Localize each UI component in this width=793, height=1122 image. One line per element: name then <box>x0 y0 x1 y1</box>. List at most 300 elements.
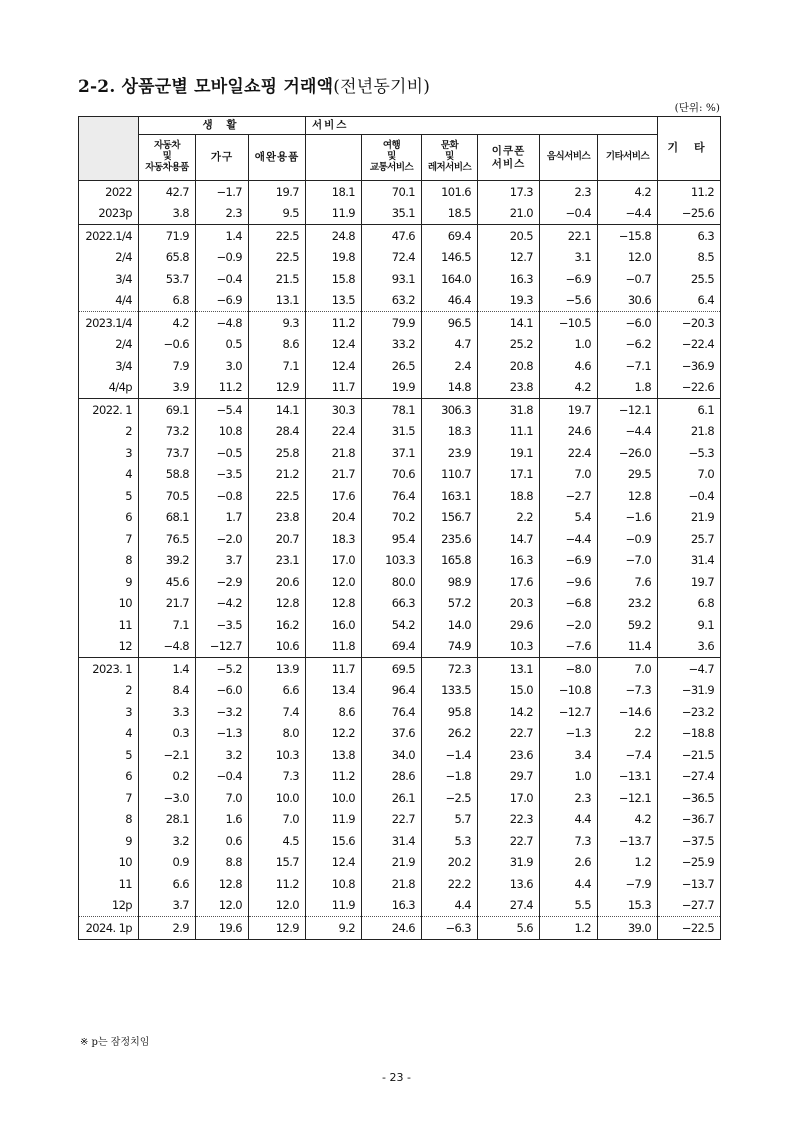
table-cell: 3.0 <box>196 355 249 377</box>
row-label: 2023.1/4 <box>79 312 139 334</box>
table-cell: 74.9 <box>422 636 478 658</box>
table-cell: 12.4 <box>306 852 362 874</box>
row-label: 4 <box>79 723 139 745</box>
header-group-service: 서비스 <box>306 117 658 135</box>
table-cell: 110.7 <box>422 464 478 486</box>
table-row <box>79 181 721 203</box>
table-cell: −1.3 <box>540 723 598 745</box>
unit-label: (단위: %) <box>674 102 720 114</box>
table-cell: 2.6 <box>540 852 598 874</box>
table-cell: 20.3 <box>478 593 540 615</box>
table-cell: 15.8 <box>306 268 362 290</box>
table-cell: 11.2 <box>249 873 306 895</box>
table-cell: 1.0 <box>540 766 598 788</box>
table-cell: 22.2 <box>422 873 478 895</box>
table-cell: 6.6 <box>139 873 196 895</box>
table-cell: −7.9 <box>598 873 658 895</box>
table-cell: 1.6 <box>196 809 249 831</box>
table-cell: −4.4 <box>598 203 658 225</box>
page-number: - 23 - <box>382 1071 411 1084</box>
table-cell: −22.6 <box>658 377 721 399</box>
table-cell: 5.7 <box>422 809 478 831</box>
title-sub: (전년동기비) <box>333 77 431 97</box>
table-cell: 5.3 <box>422 830 478 852</box>
row-label: 2022. 1 <box>79 399 139 421</box>
table-cell: 76.4 <box>362 485 422 507</box>
row-label: 8 <box>79 809 139 831</box>
table-cell: 10.8 <box>306 873 362 895</box>
table-cell: 37.6 <box>362 723 422 745</box>
table-cell: 3.9 <box>139 377 196 399</box>
table-cell: 22.3 <box>478 809 540 831</box>
table-cell: 8.6 <box>249 334 306 356</box>
table-cell: 0.5 <box>196 334 249 356</box>
table-cell: −26.0 <box>598 442 658 464</box>
table-cell: 12.8 <box>196 873 249 895</box>
table-cell: −15.8 <box>598 225 658 247</box>
table-cell: 13.9 <box>249 658 306 680</box>
table-cell: −0.4 <box>196 766 249 788</box>
table-cell: 1.7 <box>196 507 249 529</box>
table-cell: −6.2 <box>598 334 658 356</box>
table-cell: −2.0 <box>540 614 598 636</box>
table-cell: −5.4 <box>196 399 249 421</box>
table-cell: 6.1 <box>658 399 721 421</box>
table-cell: 12.9 <box>249 377 306 399</box>
table-cell: −4.8 <box>196 312 249 334</box>
table-cell: 73.7 <box>139 442 196 464</box>
table-cell: −8.0 <box>540 658 598 680</box>
table-cell: −12.1 <box>598 399 658 421</box>
header-other-service: 기타서비스 <box>598 135 658 181</box>
table-cell: 14.0 <box>422 614 478 636</box>
table-cell: 59.2 <box>598 614 658 636</box>
table-cell: 7.3 <box>540 830 598 852</box>
table-cell: 6.4 <box>658 290 721 312</box>
table-cell: 21.8 <box>362 873 422 895</box>
table-cell: 25.7 <box>658 528 721 550</box>
table-cell: 70.1 <box>362 181 422 203</box>
table-cell: 31.8 <box>478 399 540 421</box>
table-cell: 93.1 <box>362 268 422 290</box>
table-cell: 22.5 <box>249 247 306 269</box>
row-label: 2 <box>79 421 139 443</box>
table-cell: 31.5 <box>362 421 422 443</box>
table-cell: 14.1 <box>249 399 306 421</box>
table-cell: 73.2 <box>139 421 196 443</box>
table-cell: −13.7 <box>658 873 721 895</box>
table-row <box>79 895 721 917</box>
table-row <box>79 334 721 356</box>
table-cell: −0.4 <box>540 203 598 225</box>
table-cell: −0.4 <box>196 268 249 290</box>
table-cell: 76.4 <box>362 701 422 723</box>
table-cell: 12.9 <box>249 917 306 940</box>
table-cell: −6.3 <box>422 917 478 940</box>
table-cell: −14.6 <box>598 701 658 723</box>
table-cell: 22.7 <box>478 830 540 852</box>
table-cell: 20.7 <box>249 528 306 550</box>
table-cell: 12.0 <box>306 571 362 593</box>
table-cell: −4.7 <box>658 658 721 680</box>
row-label: 12p <box>79 895 139 917</box>
table-cell: 10.8 <box>196 421 249 443</box>
table-body <box>79 181 721 940</box>
table-cell: 7.0 <box>540 464 598 486</box>
table-cell: 35.1 <box>362 203 422 225</box>
table-row <box>79 917 721 940</box>
table-cell: 28.6 <box>362 766 422 788</box>
table-cell: 11.2 <box>196 377 249 399</box>
table-row <box>79 464 721 486</box>
table-cell: −7.1 <box>598 355 658 377</box>
table-cell: 4.2 <box>139 312 196 334</box>
table-cell: 25.8 <box>249 442 306 464</box>
header-food: 음식서비스 <box>540 135 598 181</box>
table-cell: 5.5 <box>540 895 598 917</box>
table-cell: 1.2 <box>540 917 598 940</box>
table-cell: 7.0 <box>658 464 721 486</box>
table-cell: 4.2 <box>598 181 658 203</box>
table-cell: −22.4 <box>658 334 721 356</box>
table-cell: 3.8 <box>139 203 196 225</box>
table-cell: 19.7 <box>658 571 721 593</box>
table-cell: 10.6 <box>249 636 306 658</box>
table-cell: −23.2 <box>658 701 721 723</box>
table-row <box>79 225 721 247</box>
table-cell: 18.8 <box>478 485 540 507</box>
table-cell: −36.7 <box>658 809 721 831</box>
table-row <box>79 290 721 312</box>
table-cell: −4.8 <box>139 636 196 658</box>
table-cell: 18.1 <box>306 181 362 203</box>
table-cell: 30.3 <box>306 399 362 421</box>
table-cell: 95.8 <box>422 701 478 723</box>
table-cell: 31.9 <box>478 852 540 874</box>
table-cell: 16.3 <box>478 550 540 572</box>
table-cell: 8.6 <box>306 701 362 723</box>
table-cell: 19.6 <box>196 917 249 940</box>
table-cell: −0.8 <box>196 485 249 507</box>
table-cell: −7.6 <box>540 636 598 658</box>
table-cell: −22.5 <box>658 917 721 940</box>
table-cell: 15.3 <box>598 895 658 917</box>
table-row <box>79 787 721 809</box>
table-cell: 25.2 <box>478 334 540 356</box>
table-cell: 2.2 <box>598 723 658 745</box>
table-cell: −0.9 <box>196 247 249 269</box>
table-row <box>79 485 721 507</box>
table-row <box>79 723 721 745</box>
table-cell: 9.2 <box>306 917 362 940</box>
table-cell: 22.5 <box>249 225 306 247</box>
table-cell: −12.7 <box>540 701 598 723</box>
table-cell: −20.3 <box>658 312 721 334</box>
table-cell: 11.9 <box>306 203 362 225</box>
table-cell: 3.3 <box>139 701 196 723</box>
table-cell: 16.0 <box>306 614 362 636</box>
table-cell: 17.3 <box>478 181 540 203</box>
table-cell: 31.4 <box>658 550 721 572</box>
header-group-living: 생 활 <box>139 117 306 135</box>
table-row <box>79 247 721 269</box>
table-cell: 163.1 <box>422 485 478 507</box>
table-cell: 1.8 <box>598 377 658 399</box>
table-cell: 3.7 <box>139 895 196 917</box>
table-cell: 13.1 <box>249 290 306 312</box>
table-cell: −1.3 <box>196 723 249 745</box>
table-cell: −3.0 <box>139 787 196 809</box>
table-cell: 306.3 <box>422 399 478 421</box>
table-cell: 3.2 <box>196 744 249 766</box>
table-cell: 22.7 <box>362 809 422 831</box>
table-cell: −25.9 <box>658 852 721 874</box>
table-cell: 14.7 <box>478 528 540 550</box>
table-cell: 4.7 <box>422 334 478 356</box>
row-label: 9 <box>79 571 139 593</box>
table-cell: 7.9 <box>139 355 196 377</box>
table-cell: 26.1 <box>362 787 422 809</box>
table-cell: 12.4 <box>306 334 362 356</box>
table-cell: 1.2 <box>598 852 658 874</box>
table-cell: 12.0 <box>196 895 249 917</box>
table-cell: 22.4 <box>540 442 598 464</box>
table-row <box>79 701 721 723</box>
table-cell: 235.6 <box>422 528 478 550</box>
row-label: 2022 <box>79 181 139 203</box>
table-cell: 16.2 <box>249 614 306 636</box>
table-cell: −2.7 <box>540 485 598 507</box>
table-cell: 12.0 <box>598 247 658 269</box>
table-cell: 19.3 <box>478 290 540 312</box>
table-cell: 4.4 <box>422 895 478 917</box>
table-cell: 11.9 <box>306 809 362 831</box>
row-label: 12 <box>79 636 139 658</box>
table-cell: 96.4 <box>362 680 422 702</box>
table-cell: −1.7 <box>196 181 249 203</box>
table-cell: −13.1 <box>598 766 658 788</box>
table-cell: 6.8 <box>658 593 721 615</box>
table-cell: −21.5 <box>658 744 721 766</box>
table-cell: 11.7 <box>306 377 362 399</box>
table-cell: −6.9 <box>540 268 598 290</box>
table-cell: 21.7 <box>139 593 196 615</box>
table-cell: 22.1 <box>540 225 598 247</box>
table-title <box>78 72 430 97</box>
table-cell: 3.6 <box>658 636 721 658</box>
table-cell: 98.9 <box>422 571 478 593</box>
table-cell: 29.5 <box>598 464 658 486</box>
table-cell: 7.4 <box>249 701 306 723</box>
table-cell: −1.6 <box>598 507 658 529</box>
table-cell: 71.9 <box>139 225 196 247</box>
table-cell: −37.5 <box>658 830 721 852</box>
table-cell: −4.4 <box>540 528 598 550</box>
table-cell: 9.1 <box>658 614 721 636</box>
row-label: 4 <box>79 464 139 486</box>
table-row <box>79 377 721 399</box>
table-cell: −2.5 <box>422 787 478 809</box>
table-cell: 8.0 <box>249 723 306 745</box>
table-cell: −10.5 <box>540 312 598 334</box>
table-cell: −6.0 <box>196 680 249 702</box>
header-travel: 여행 및 교통서비스 <box>362 135 422 181</box>
table-cell: 7.1 <box>139 614 196 636</box>
table-cell: 13.8 <box>306 744 362 766</box>
table-cell: 7.6 <box>598 571 658 593</box>
table-row <box>79 830 721 852</box>
table-cell: 27.4 <box>478 895 540 917</box>
table-cell: 8.8 <box>196 852 249 874</box>
table-cell: 63.2 <box>362 290 422 312</box>
table-cell: 70.5 <box>139 485 196 507</box>
table-cell: 156.7 <box>422 507 478 529</box>
table-cell: 7.3 <box>249 766 306 788</box>
table-cell: 47.6 <box>362 225 422 247</box>
table-cell: −0.9 <box>598 528 658 550</box>
table-row <box>79 550 721 572</box>
table-cell: −6.9 <box>540 550 598 572</box>
table-header <box>79 117 721 181</box>
table-cell: 46.4 <box>422 290 478 312</box>
table-cell: 14.2 <box>478 701 540 723</box>
table-cell: −27.4 <box>658 766 721 788</box>
row-label: 7 <box>79 528 139 550</box>
table-cell: 20.2 <box>422 852 478 874</box>
table-cell: 19.8 <box>306 247 362 269</box>
header-ecoupon: 이쿠폰 서비스 <box>478 135 540 181</box>
table-cell: 68.1 <box>139 507 196 529</box>
table-cell: 17.6 <box>478 571 540 593</box>
table-cell: −12.7 <box>196 636 249 658</box>
table-cell: 10.0 <box>249 787 306 809</box>
table-cell: 22.5 <box>249 485 306 507</box>
table-row <box>79 421 721 443</box>
table-cell: 2.3 <box>540 181 598 203</box>
table-cell: 21.9 <box>362 852 422 874</box>
table-row <box>79 766 721 788</box>
table-cell: 1.4 <box>196 225 249 247</box>
table-row <box>79 593 721 615</box>
table-cell: 2.9 <box>139 917 196 940</box>
row-label: 2023. 1 <box>79 658 139 680</box>
table-cell: 8.5 <box>658 247 721 269</box>
table-cell: 57.2 <box>422 593 478 615</box>
table-row <box>79 442 721 464</box>
table-cell: 72.3 <box>422 658 478 680</box>
row-label: 3 <box>79 701 139 723</box>
table-row <box>79 399 721 421</box>
table-cell: 3.7 <box>196 550 249 572</box>
data-table <box>78 116 721 940</box>
table-cell: 7.0 <box>249 809 306 831</box>
table-cell: 4.6 <box>540 355 598 377</box>
table-cell: 17.0 <box>306 550 362 572</box>
table-cell: 29.6 <box>478 614 540 636</box>
table-cell: 164.0 <box>422 268 478 290</box>
table-cell: −7.3 <box>598 680 658 702</box>
table-cell: 28.4 <box>249 421 306 443</box>
table-cell: 2.3 <box>196 203 249 225</box>
table-cell: −18.8 <box>658 723 721 745</box>
row-label: 8 <box>79 550 139 572</box>
table-cell: 23.1 <box>249 550 306 572</box>
table-cell: 30.6 <box>598 290 658 312</box>
table-cell: 12.0 <box>249 895 306 917</box>
header-etc: 기 타 <box>658 117 721 181</box>
table-cell: 18.3 <box>422 421 478 443</box>
table-cell: 11.2 <box>658 181 721 203</box>
table-cell: −12.1 <box>598 787 658 809</box>
table-cell: 37.1 <box>362 442 422 464</box>
table-row <box>79 571 721 593</box>
table-cell: 13.6 <box>478 873 540 895</box>
table-cell: −25.6 <box>658 203 721 225</box>
table-cell: −0.5 <box>196 442 249 464</box>
table-cell: 24.8 <box>306 225 362 247</box>
row-label: 11 <box>79 614 139 636</box>
table-row <box>79 528 721 550</box>
table-cell: 6.8 <box>139 290 196 312</box>
table-cell: 31.4 <box>362 830 422 852</box>
table-cell: 39.2 <box>139 550 196 572</box>
table-row <box>79 355 721 377</box>
table-cell: −9.6 <box>540 571 598 593</box>
table-cell: 13.5 <box>306 290 362 312</box>
table-cell: 14.1 <box>478 312 540 334</box>
table-cell: 7.1 <box>249 355 306 377</box>
row-label: 2/4 <box>79 247 139 269</box>
table-cell: 22.4 <box>306 421 362 443</box>
table-cell: 21.7 <box>306 464 362 486</box>
header-pet: 애완용품 <box>249 135 306 181</box>
table-row <box>79 636 721 658</box>
table-cell: 78.1 <box>362 399 422 421</box>
table-cell: 95.4 <box>362 528 422 550</box>
table-cell: 53.7 <box>139 268 196 290</box>
row-label: 2024. 1p <box>79 917 139 940</box>
table-cell: 21.8 <box>658 421 721 443</box>
table-cell: 2.4 <box>422 355 478 377</box>
header-corner <box>79 117 139 181</box>
table-cell: −6.9 <box>196 290 249 312</box>
table-cell: −2.9 <box>196 571 249 593</box>
table-cell: 3.4 <box>540 744 598 766</box>
row-label: 7 <box>79 787 139 809</box>
table-cell: 23.9 <box>422 442 478 464</box>
row-label: 3/4 <box>79 355 139 377</box>
table-cell: −7.4 <box>598 744 658 766</box>
table-cell: 19.9 <box>362 377 422 399</box>
header-car: 자동차 및 자동차용품 <box>139 135 196 181</box>
table-cell: 39.0 <box>598 917 658 940</box>
table-cell: 70.6 <box>362 464 422 486</box>
table-cell: −27.7 <box>658 895 721 917</box>
table-cell: 12.4 <box>306 355 362 377</box>
table-cell: 25.5 <box>658 268 721 290</box>
table-cell: −10.8 <box>540 680 598 702</box>
row-label: 5 <box>79 744 139 766</box>
table-cell: 11.2 <box>306 312 362 334</box>
table-cell: 20.5 <box>478 225 540 247</box>
table-cell: 96.5 <box>422 312 478 334</box>
table-cell: 12.8 <box>249 593 306 615</box>
table-cell: 23.6 <box>478 744 540 766</box>
table-cell: 69.4 <box>362 636 422 658</box>
table-cell: 26.5 <box>362 355 422 377</box>
table-cell: −5.6 <box>540 290 598 312</box>
table-row <box>79 507 721 529</box>
